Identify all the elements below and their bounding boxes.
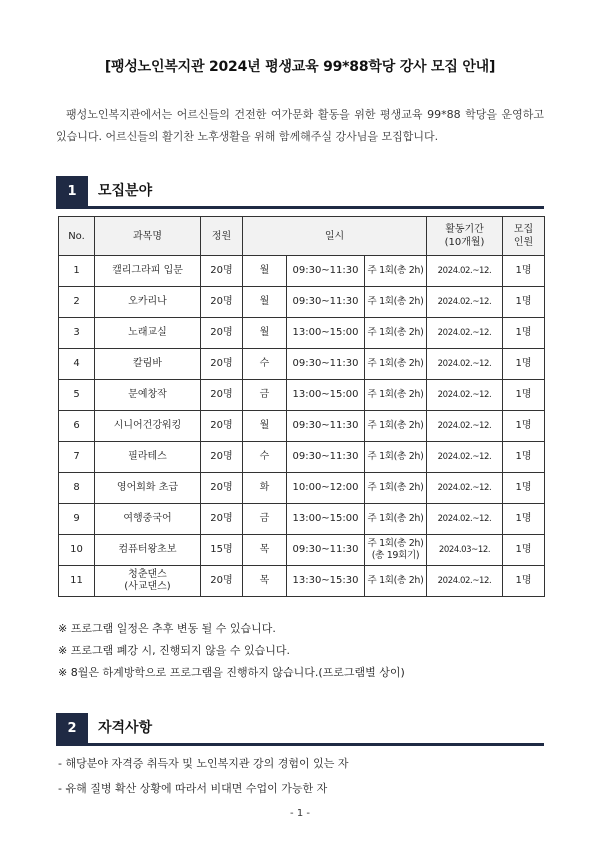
table-row	[59, 504, 545, 535]
cell-period: 2024.02.~12.	[427, 318, 503, 349]
cell-no: 3	[59, 318, 95, 349]
header-period	[427, 217, 503, 256]
cell-period: 2024.02.~12.	[427, 411, 503, 442]
cell-weekly: 주 1회(총 2h)	[365, 256, 427, 287]
table-header-row	[59, 217, 545, 256]
cell-weekly: 주 1회(총 2h)	[365, 566, 427, 597]
cell-weekly: 주 1회(총 2h)	[365, 504, 427, 535]
cell-weekly: 주 1회(총 2h)	[365, 442, 427, 473]
cell-period: 2024.03~12.	[427, 535, 503, 566]
cell-capacity: 20명	[201, 411, 243, 442]
section-title: 모집분야	[98, 183, 153, 199]
section-number: 2	[56, 713, 88, 743]
header-recruit	[503, 217, 545, 256]
cell-subject: 캘리그라피 입문	[95, 256, 201, 287]
qualification-item: - 해당분야 자격증 취득자 및 노인복지관 강의 경험이 있는 자	[58, 757, 349, 770]
cell-capacity: 20명	[201, 504, 243, 535]
cell-period: 2024.02.~12.	[427, 442, 503, 473]
cell-time: 13:00~15:00	[287, 318, 365, 349]
cell-day: 목	[243, 566, 287, 597]
cell-time: 09:30~11:30	[287, 349, 365, 380]
cell-no: 10	[59, 535, 95, 566]
cell-no: 9	[59, 504, 95, 535]
recruitment-table	[58, 216, 545, 597]
cell-recruit: 1명	[503, 473, 545, 504]
cell-day: 수	[243, 349, 287, 380]
table-body	[59, 256, 545, 597]
cell-recruit: 1명	[503, 566, 545, 597]
cell-time: 09:30~11:30	[287, 411, 365, 442]
table-row	[59, 287, 545, 318]
table-row	[59, 411, 545, 442]
cell-subject: 필라테스	[95, 442, 201, 473]
cell-period: 2024.02.~12.	[427, 349, 503, 380]
cell-recruit: 1명	[503, 380, 545, 411]
page-number: - 1 -	[290, 808, 310, 819]
cell-period: 2024.02.~12.	[427, 256, 503, 287]
cell-no: 7	[59, 442, 95, 473]
cell-time: 09:30~11:30	[287, 287, 365, 318]
cell-recruit: 1명	[503, 256, 545, 287]
header-schedule: 일시	[243, 217, 427, 256]
cell-no: 2	[59, 287, 95, 318]
cell-recruit: 1명	[503, 504, 545, 535]
section-header-qualifications	[56, 713, 544, 743]
cell-period: 2024.02.~12.	[427, 287, 503, 318]
cell-time: 09:30~11:30	[287, 256, 365, 287]
cell-recruit: 1명	[503, 411, 545, 442]
cell-weekly	[365, 535, 427, 566]
cell-capacity: 20명	[201, 287, 243, 318]
cell-day: 월	[243, 256, 287, 287]
qualifications-list	[58, 751, 548, 801]
cell-capacity: 20명	[201, 442, 243, 473]
cell-recruit: 1명	[503, 535, 545, 566]
cell-capacity: 20명	[201, 566, 243, 597]
cell-recruit: 1명	[503, 349, 545, 380]
cell-time: 09:30~11:30	[287, 535, 365, 566]
cell-no: 4	[59, 349, 95, 380]
cell-weekly: 주 1회(총 2h)	[365, 380, 427, 411]
table-row	[59, 256, 545, 287]
table-row	[59, 442, 545, 473]
note-item: ※ 프로그램 폐강 시, 진행되지 않을 수 있습니다.	[58, 644, 290, 657]
cell-capacity: 20명	[201, 473, 243, 504]
cell-time: 13:30~15:30	[287, 566, 365, 597]
cell-capacity: 15명	[201, 535, 243, 566]
cell-period: 2024.02.~12.	[427, 566, 503, 597]
cell-time: 13:00~15:00	[287, 380, 365, 411]
section-underline	[56, 206, 544, 209]
cell-no: 11	[59, 566, 95, 597]
cell-capacity: 20명	[201, 349, 243, 380]
table-row	[59, 566, 545, 597]
table-row	[59, 473, 545, 504]
cell-subject-line1: 청춘댄스	[128, 569, 167, 580]
cell-no: 8	[59, 473, 95, 504]
header-no: No.	[59, 217, 95, 256]
cell-subject: 여행중국어	[95, 504, 201, 535]
section-title: 자격사항	[98, 720, 153, 736]
cell-day: 월	[243, 287, 287, 318]
cell-day: 월	[243, 411, 287, 442]
cell-subject	[95, 566, 201, 597]
document-title: [팽성노인복지관 2024년 평생교육 99*88학당 강사 모집 안내]	[104, 59, 496, 75]
table-row	[59, 318, 545, 349]
header-capacity: 정원	[201, 217, 243, 256]
qualification-item: - 유해 질병 확산 상황에 따라서 비대면 수업이 가능한 자	[58, 782, 328, 795]
cell-no: 6	[59, 411, 95, 442]
cell-weekly-line1: 주 1회(총 2h)	[367, 538, 424, 549]
cell-weekly: 주 1회(총 2h)	[365, 473, 427, 504]
header-recruit-line2: 인원	[513, 237, 534, 248]
cell-subject: 칼림바	[95, 349, 201, 380]
header-recruit-line1: 모집	[513, 224, 534, 235]
cell-subject: 컴퓨터왕초보	[95, 535, 201, 566]
cell-no: 5	[59, 380, 95, 411]
cell-subject-line2: (사교댄스)	[124, 581, 171, 592]
cell-subject: 노래교실	[95, 318, 201, 349]
section-underline	[56, 743, 544, 746]
cell-day: 수	[243, 442, 287, 473]
cell-day: 월	[243, 318, 287, 349]
cell-subject: 영어회화 초급	[95, 473, 201, 504]
note-item: ※ 8월은 하계방학으로 프로그램을 진행하지 않습니다.(프로그램별 상이)	[58, 666, 405, 679]
cell-day: 목	[243, 535, 287, 566]
note-item: ※ 프로그램 일정은 추후 변동 될 수 있습니다.	[58, 622, 276, 635]
cell-recruit: 1명	[503, 442, 545, 473]
table-row	[59, 380, 545, 411]
cell-subject: 문예창작	[95, 380, 201, 411]
cell-subject: 오카리나	[95, 287, 201, 318]
cell-day: 금	[243, 380, 287, 411]
header-period-line2: (10개월)	[444, 237, 485, 248]
section-header-recruitment	[56, 176, 544, 206]
cell-recruit: 1명	[503, 318, 545, 349]
cell-time: 10:00~12:00	[287, 473, 365, 504]
cell-period: 2024.02.~12.	[427, 380, 503, 411]
cell-no: 1	[59, 256, 95, 287]
cell-capacity: 20명	[201, 318, 243, 349]
cell-capacity: 20명	[201, 380, 243, 411]
cell-weekly: 주 1회(총 2h)	[365, 349, 427, 380]
notes-list	[58, 618, 548, 684]
table-row	[59, 349, 545, 380]
cell-recruit: 1명	[503, 287, 545, 318]
header-period-line1: 활동기간	[445, 224, 484, 235]
header-subject: 과목명	[95, 217, 201, 256]
cell-time: 13:00~15:00	[287, 504, 365, 535]
intro-text: 팽성노인복지관에서는 어르신들의 건전한 여가문화 활동을 위한 평생교육 99*88 학당을 운영하고 있습니다. 어르신들의 활기찬 노후생활을 위해 함께해주실 강사님을 모집합니다.	[56, 108, 544, 143]
table-row	[59, 535, 545, 566]
cell-weekly: 주 1회(총 2h)	[365, 287, 427, 318]
intro-paragraph	[56, 104, 544, 148]
cell-subject: 시니어건강워킹	[95, 411, 201, 442]
cell-day: 금	[243, 504, 287, 535]
cell-weekly: 주 1회(총 2h)	[365, 318, 427, 349]
cell-day: 화	[243, 473, 287, 504]
cell-capacity: 20명	[201, 256, 243, 287]
cell-time: 09:30~11:30	[287, 442, 365, 473]
cell-weekly: 주 1회(총 2h)	[365, 411, 427, 442]
cell-period: 2024.02.~12.	[427, 504, 503, 535]
cell-period: 2024.02.~12.	[427, 473, 503, 504]
cell-weekly-line2: (총 19회기)	[371, 550, 420, 561]
section-number: 1	[56, 176, 88, 206]
